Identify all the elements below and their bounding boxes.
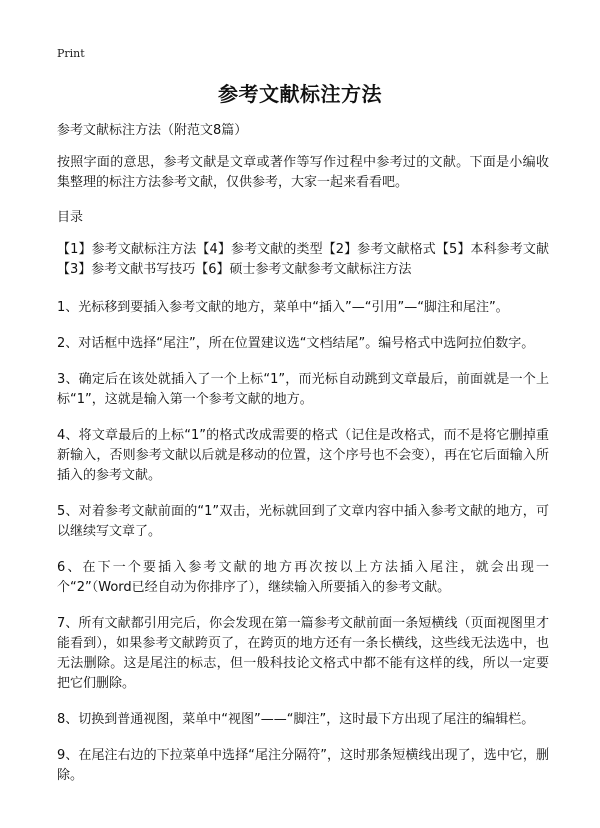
step-paragraph: 7、所有文献都引用完后，你会发现在第一篇参考文献前面一条短横线（页面视图里才能看到），如果参考文献跨页了，在跨页的地方还有一条长横线，这些线无法选中，也无法删除。这是尾注的标志，但一般科技论文格式中都不能有这样的线，所以一定要把它们删除。 (57, 616, 549, 691)
print-label: Print (57, 47, 85, 60)
document-body (57, 121, 549, 802)
step-paragraph: 4、将文章最后的上标“1”的格式改成需要的格式（记住是改格式，而不是将它删掉重新输入，否则参考文献以后就是移动的位置，这个序号也不会变），再在它后面输入所插入的参考文献。 (57, 428, 549, 483)
toc-heading: 目录 (57, 210, 84, 225)
step-paragraph: 1、光标移到要插入参考文献的地方，菜单中“插入”—“引用”—“脚注和尾注”。 (57, 300, 509, 315)
step-paragraph: 6、在下一个要插入参考文献的地方再次按以上方法插入尾注，就会出现一个“2”（Word已经自动为你排序了），继续输入所要插入的参考文献。 (57, 560, 549, 595)
document-subtitle: 参考文献标注方法（附范文8篇） (57, 123, 248, 138)
step-paragraph: 3、确定后在该处就插入了一个上标“1”，而光标自动跳到文章最后，前面就是一个上标“1”，这就是输入第一个参考文献的地方。 (57, 372, 549, 407)
step-paragraph: 9、在尾注右边的下拉菜单中选择“尾注分隔符”，这时那条短横线出现了，选中它，删除。 (57, 748, 549, 783)
page-title: 参考文献标注方法 (218, 82, 382, 106)
step-paragraph: 5、对着参考文献前面的“1”双击，光标就回到了文章内容中插入参考文献的地方，可以继续写文章了。 (57, 504, 549, 539)
table-of-contents: 【1】参考文献标注方法【4】参考文献的类型【2】参考文献格式【5】本科参考文献【3】参考文献书写技巧【6】硕士参考文献参考文献标注方法 (57, 242, 549, 277)
step-paragraph: 8、切换到普通视图，菜单中“视图”——“脚注”，这时最下方出现了尾注的编辑栏。 (57, 712, 535, 727)
step-paragraph: 2、对话框中选择“尾注”，所在位置建议选“文档结尾”。编号格式中选阿拉伯数字。 (57, 336, 535, 351)
intro-paragraph: 按照字面的意思，参考文献是文章或著作等写作过程中参考过的文献。下面是小编收集整理的标注方法参考文献，仅供参考，大家一起来看看吧。 (57, 155, 549, 190)
